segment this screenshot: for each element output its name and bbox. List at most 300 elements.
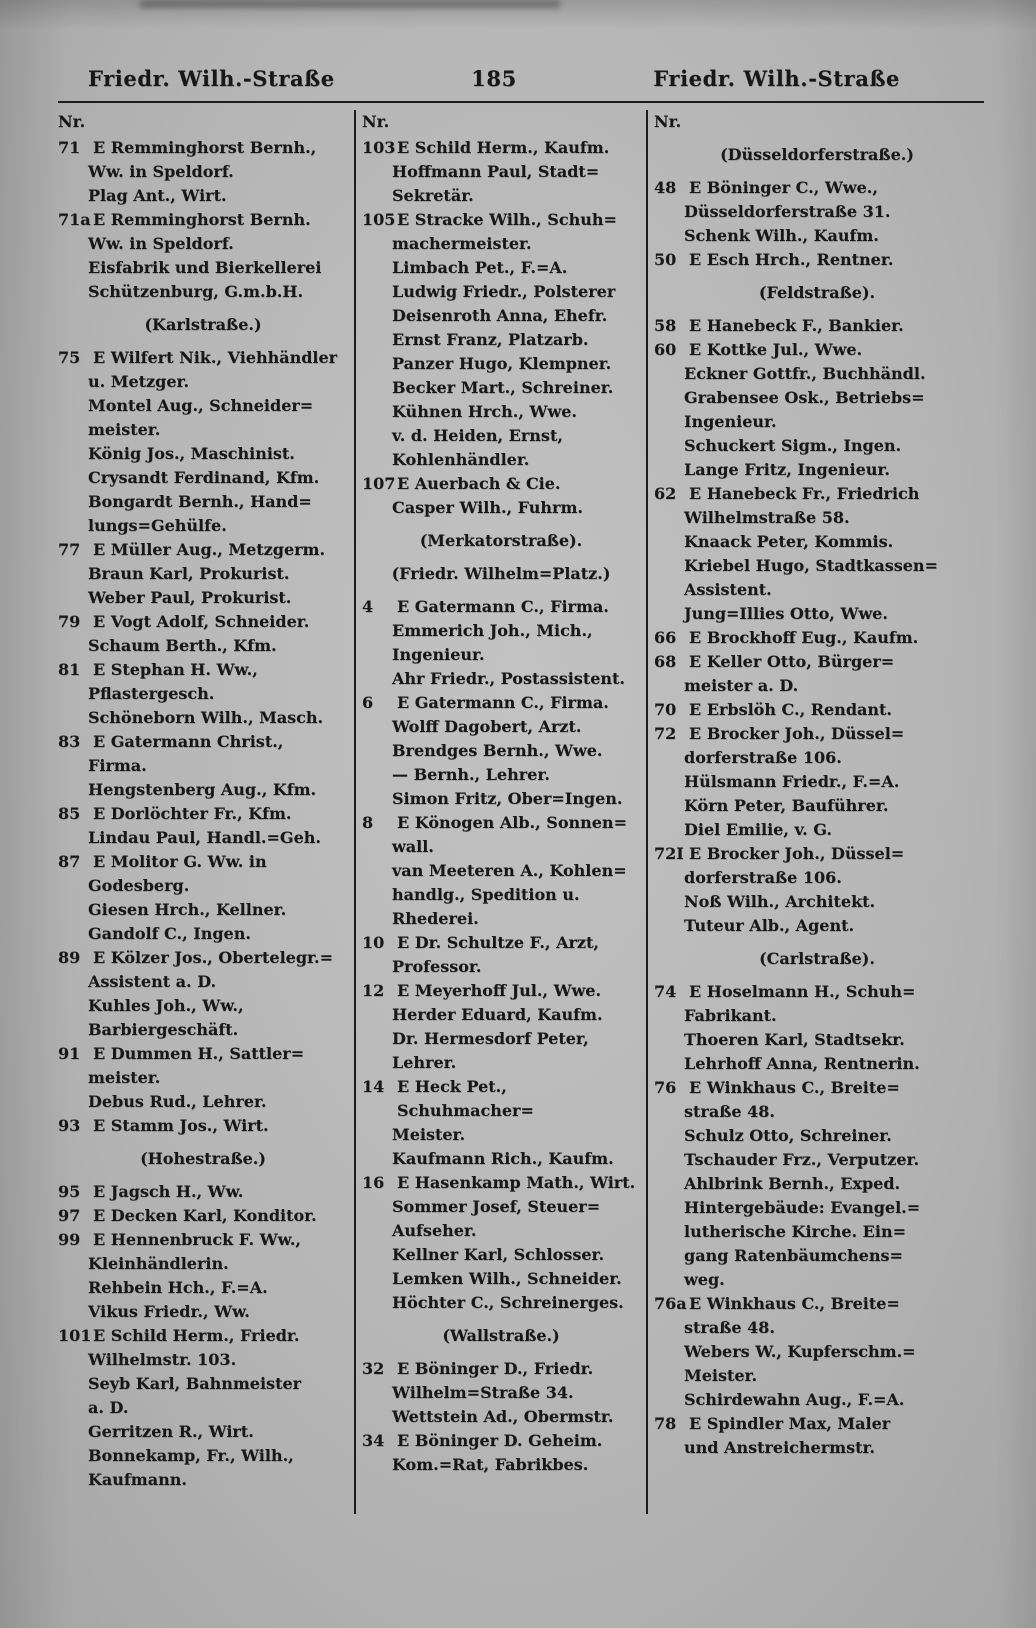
entry-text: Ahr Friedr., Postassistent. [392, 669, 625, 688]
directory-entry [362, 979, 640, 1075]
entry-first-line [362, 208, 640, 232]
house-number: 105 [362, 210, 396, 229]
entry-first-line [654, 698, 980, 722]
entry-first-line [654, 176, 980, 200]
entry-text: E Hennenbruck F. Ww., [93, 1230, 301, 1249]
house-number: 50 [654, 250, 677, 269]
entry-text: E Böninger C., Wwe., [689, 178, 878, 197]
directory-entry [58, 1042, 348, 1114]
header-rule [58, 101, 984, 103]
entry-text: E Meyerhoff Jul., Wwe. [397, 981, 602, 1000]
entry-text: E Gatermann C., Firma. [397, 597, 609, 616]
house-number: 79 [58, 612, 81, 631]
entry-text: Gandolf C., Ingen. [88, 924, 251, 943]
entry-text: Wilhelm=Straße 34. [392, 1383, 574, 1402]
entry-text: Kellner Karl, Schlosser. [392, 1245, 605, 1264]
entry-text: König Jos., Maschinist. [88, 444, 295, 463]
entry-first-line [58, 658, 348, 682]
directory-entry [654, 626, 980, 650]
entry-text: Lange Fritz, Ingenieur. [684, 460, 890, 479]
entry-text: E Remminghorst Bernh., [93, 138, 317, 157]
entry-text: Schaum Berth., Kfm. [88, 636, 277, 655]
directory-entry [362, 136, 640, 208]
directory-entry [58, 208, 348, 304]
entry-text: Ingenieur. [392, 645, 485, 664]
house-number: 60 [654, 340, 677, 359]
entry-first-line [58, 610, 348, 634]
directory-entry [654, 842, 980, 938]
directory-entry [362, 691, 640, 811]
entry-text: Tschauder Frz., Verputzer. [684, 1150, 920, 1169]
entry-text: v. d. Heiden, Ernst, [392, 426, 563, 445]
house-number: 74 [654, 982, 677, 1001]
entry-text: wall. [392, 837, 434, 856]
entry-text: weg. [684, 1270, 725, 1289]
entry-text: dorferstraße 106. [684, 868, 842, 887]
entry-text: E Hoselmann H., Schuh= [689, 982, 916, 1001]
entry-text: Lehrhoff Anna, Rentnerin. [684, 1054, 920, 1073]
entry-text: E Schild Herm., Kaufm. [397, 138, 610, 157]
entry-text: Ingenieur. [684, 412, 777, 431]
directory-entry [58, 538, 348, 610]
column-number-label: Nr. [654, 112, 682, 131]
entry-text: E Hasenkamp Math., Wirt. [397, 1173, 636, 1192]
entry-text: Ww. in Speldorf. [88, 162, 234, 181]
entry-text: E Kottke Jul., Wwe. [689, 340, 863, 359]
entry-text: Schützenburg, G.m.b.H. [88, 282, 304, 301]
entry-text: Schuckert Sigm., Ingen. [684, 436, 902, 455]
entry-text: Schulz Otto, Schreiner. [684, 1126, 892, 1145]
entry-text: E Wilfert Nik., Viehhändler [93, 348, 338, 367]
entry-text: E Dorlöchter Fr., Kfm. [93, 804, 292, 823]
entry-text: Brendges Bernh., Wwe. [392, 741, 603, 760]
entry-text: Bongardt Bernh., Hand= [88, 492, 312, 511]
entry-text: Crysandt Ferdinand, Kfm. [88, 468, 320, 487]
entry-text: Meister. [392, 1125, 466, 1144]
entry-first-line [58, 346, 348, 370]
entry-first-line [58, 1114, 348, 1138]
entry-text: Lemken Wilh., Schneider. [392, 1269, 622, 1288]
directory-entry [654, 176, 980, 248]
entry-text: E Brocker Joh., Düssel= [689, 724, 905, 743]
house-number: 58 [654, 316, 677, 335]
entry-text: Professor. [392, 957, 482, 976]
entry-text: E Böninger D. Geheim. [397, 1431, 603, 1450]
entry-first-line [654, 338, 980, 362]
directory-entry [58, 610, 348, 658]
house-number: 85 [58, 804, 81, 823]
entry-text: Godesberg. [88, 876, 190, 895]
entry-text: E Dummen H., Sattler= [93, 1044, 305, 1063]
house-number: 87 [58, 852, 81, 871]
entry-text: Schenk Wilh., Kaufm. [684, 226, 879, 245]
entry-text: lungs=Gehülfe. [88, 516, 227, 535]
directory-column [654, 110, 980, 1514]
entry-first-line [58, 208, 348, 232]
directory-entry [58, 1180, 348, 1204]
entry-first-line [654, 626, 980, 650]
entry-text: E Erbslöh C., Rendant. [689, 700, 892, 719]
entry-text: E Stamm Jos., Wirt. [93, 1116, 269, 1135]
entry-text: meister. [88, 1068, 161, 1087]
entry-first-line [654, 650, 980, 674]
entry-text: Wilhelmstraße 58. [684, 508, 850, 527]
entry-text: Herder Eduard, Kaufm. [392, 1005, 603, 1024]
entry-text: — Bernh., Lehrer. [392, 765, 550, 784]
entry-text: E Stephan H. Ww., [93, 660, 258, 679]
directory-entry [654, 248, 980, 272]
directory-entry [654, 1412, 980, 1460]
directory-entry [654, 1076, 980, 1292]
entry-first-line [654, 1412, 980, 1436]
entry-text: E Spindler Max, Maler [689, 1414, 891, 1433]
entry-text: Dr. Hermesdorf Peter, [392, 1029, 589, 1048]
entry-text: Kom.=Rat, Fabrikbes. [392, 1455, 589, 1474]
entry-text: Assistent. [684, 580, 772, 599]
entry-text: Düsseldorferstraße 31. [684, 202, 891, 221]
entry-text: van Meeteren A., Kohlen= [392, 861, 627, 880]
entry-text: E Esch Hrch., Rentner. [689, 250, 894, 269]
entry-text: E Dr. Schultze F., Arzt, [397, 933, 599, 952]
entry-text: Ahlbrink Bernh., Exped. [684, 1174, 901, 1193]
directory-columns [58, 110, 984, 1514]
entry-text: Lindau Paul, Handl.=Geh. [88, 828, 321, 847]
entry-text: Braun Karl, Prokurist. [88, 564, 290, 583]
entry-text: meister a. D. [684, 676, 799, 695]
header-street-right: Friedr. Wilh.-Straße [653, 66, 900, 91]
entry-text: Montel Aug., Schneider= [88, 396, 314, 415]
entry-text: Körn Peter, Bauführer. [684, 796, 889, 815]
entry-text: Ludwig Friedr., Polsterer [392, 282, 616, 301]
entry-text: Deisenroth Anna, Ehefr. [392, 306, 608, 325]
street-heading: (Carlstraße). [759, 949, 875, 968]
entry-text: meister. [88, 420, 161, 439]
street-heading: (Düsseldorferstraße.) [720, 145, 914, 164]
entry-first-line [362, 979, 640, 1003]
entry-text: Giesen Hrch., Kellner. [88, 900, 287, 919]
directory-entry [58, 802, 348, 850]
entry-first-line [654, 722, 980, 746]
entry-text: Rhederei. [392, 909, 479, 928]
house-number: 95 [58, 1182, 81, 1201]
house-number: 10 [362, 933, 385, 952]
entry-text: E Gatermann Christ., [93, 732, 284, 751]
house-number: 48 [654, 178, 677, 197]
house-number: 71 [58, 138, 81, 157]
entry-first-line [58, 730, 348, 754]
entry-text: Ernst Franz, Platzarb. [392, 330, 589, 349]
entry-text: Limbach Pet., F.=A. [392, 258, 568, 277]
entry-text: Webers W., Kupferschm.= [684, 1342, 916, 1361]
directory-entry [58, 730, 348, 802]
directory-entry [58, 1324, 348, 1492]
entry-text: u. Metzger. [88, 372, 190, 391]
entry-text: E Stracke Wilh., Schuh= [397, 210, 617, 229]
entry-first-line [654, 248, 980, 272]
entry-text: Emmerich Joh., Mich., [392, 621, 593, 640]
entry-text: Schöneborn Wilh., Masch. [88, 708, 324, 727]
entry-text: E Kölzer Jos., Obertelegr.= [93, 948, 333, 967]
directory-entry [654, 698, 980, 722]
directory-entry [654, 722, 980, 842]
entry-text: E Molitor G. Ww. in [93, 852, 267, 871]
entry-text: Thoeren Karl, Stadtsekr. [684, 1030, 905, 1049]
house-number: 76a [654, 1294, 687, 1313]
entry-text: Hintergebäude: Evangel.= [684, 1198, 921, 1217]
house-number: 103 [362, 138, 396, 157]
entry-text: E Schild Herm., Friedr. [93, 1326, 300, 1345]
entry-text: gang Ratenbäumchens= [684, 1246, 903, 1265]
column-number-label: Nr. [362, 112, 390, 131]
entry-text: Seyb Karl, Bahnmeister [88, 1374, 302, 1393]
entry-first-line [362, 1075, 640, 1123]
directory-entry [654, 338, 980, 482]
entry-text: Ww. in Speldorf. [88, 234, 234, 253]
house-number: 70 [654, 700, 677, 719]
entry-text: E Decken Karl, Konditor. [93, 1206, 317, 1225]
entry-text: E Müller Aug., Metzgerm. [93, 540, 326, 559]
entry-text: Sekretär. [392, 186, 474, 205]
house-number: 83 [58, 732, 81, 751]
house-number: 101 [58, 1326, 92, 1345]
house-number: 72I [654, 844, 684, 863]
entry-text: Aufseher. [392, 1221, 477, 1240]
directory-entry [362, 208, 640, 472]
entry-text: E Vogt Adolf, Schneider. [93, 612, 310, 631]
page-header [58, 66, 984, 91]
directory-entry [362, 811, 640, 931]
entry-first-line [654, 842, 980, 866]
entry-first-line [362, 1171, 640, 1195]
entry-first-line [362, 472, 640, 496]
house-number: 89 [58, 948, 81, 967]
directory-entry [58, 136, 348, 208]
entry-text: E Brockhoff Eug., Kaufm. [689, 628, 919, 647]
house-number: 6 [362, 693, 374, 712]
directory-entry [58, 658, 348, 730]
house-number: 97 [58, 1206, 81, 1225]
entry-first-line [362, 691, 640, 715]
house-number: 76 [654, 1078, 677, 1097]
entry-text: Kuhles Joh., Ww., [88, 996, 244, 1015]
directory-entry [654, 314, 980, 338]
entry-text: Sommer Josef, Steuer= [392, 1197, 601, 1216]
entry-text: Diel Emilie, v. G. [684, 820, 832, 839]
entry-text: Wolff Dagobert, Arzt. [392, 717, 582, 736]
directory-entry [362, 1171, 640, 1315]
directory-entry [362, 931, 640, 979]
directory-column [58, 110, 348, 1514]
entry-text: Panzer Hugo, Klempner. [392, 354, 612, 373]
house-number: 81 [58, 660, 81, 679]
entry-text: Kriebel Hugo, Stadtkassen= [684, 556, 938, 575]
column-divider [646, 110, 648, 1514]
entry-text: Weber Paul, Prokurist. [88, 588, 292, 607]
entry-text: Gerritzen R., Wirt. [88, 1422, 254, 1441]
entry-text: Assistent a. D. [88, 972, 217, 991]
entry-first-line [362, 595, 640, 619]
house-number: 68 [654, 652, 677, 671]
entry-first-line [58, 538, 348, 562]
entry-text: E Heck Pet., Schuhmacher= [397, 1077, 534, 1120]
entry-text: E Könogen Alb., Sonnen= [397, 813, 627, 832]
entry-text: Meister. [684, 1366, 758, 1385]
entry-text: Debus Rud., Lehrer. [88, 1092, 267, 1111]
header-street-left: Friedr. Wilh.-Straße [88, 66, 335, 91]
house-number: 4 [362, 597, 374, 616]
house-number: 32 [362, 1359, 385, 1378]
house-number: 62 [654, 484, 677, 503]
directory-entry [58, 1204, 348, 1228]
entry-first-line [362, 136, 640, 160]
column-divider [354, 110, 356, 1514]
entry-first-line [58, 1180, 348, 1204]
entry-first-line [58, 802, 348, 826]
entry-text: E Hanebeck Fr., Friedrich [689, 484, 920, 503]
street-heading: (Hohestraße.) [140, 1149, 266, 1168]
entry-text: straße 48. [684, 1102, 775, 1121]
entry-first-line [58, 1324, 348, 1348]
entry-text: Pflastergesch. [88, 684, 215, 703]
entry-first-line [58, 1228, 348, 1252]
entry-text: Kaufmann. [88, 1470, 187, 1489]
entry-text: Barbiergeschäft. [88, 1020, 239, 1039]
entry-first-line [58, 136, 348, 160]
entry-text: Schirdewahn Aug., F.=A. [684, 1390, 905, 1409]
directory-entry [362, 1357, 640, 1429]
street-heading: (Wallstraße.) [442, 1326, 560, 1345]
directory-entry [58, 1114, 348, 1138]
entry-text: Kleinhändlerin. [88, 1254, 229, 1273]
directory-column [362, 110, 640, 1514]
house-number: 77 [58, 540, 81, 559]
entry-first-line [58, 850, 348, 874]
entry-first-line [362, 1357, 640, 1381]
entry-text: E Winkhaus C., Breite= [689, 1078, 900, 1097]
house-number: 14 [362, 1077, 385, 1096]
entry-text: Hoffmann Paul, Stadt= [392, 162, 600, 181]
entry-first-line [654, 1292, 980, 1316]
directory-entry [58, 946, 348, 1042]
entry-text: Plag Ant., Wirt. [88, 186, 227, 205]
directory-entry [362, 472, 640, 520]
directory-entry [58, 346, 348, 538]
entry-first-line [362, 811, 640, 835]
directory-entry [362, 595, 640, 691]
entry-text: dorferstraße 106. [684, 748, 842, 767]
entry-text: Lehrer. [392, 1053, 457, 1072]
house-number: 66 [654, 628, 677, 647]
directory-entry [58, 850, 348, 946]
entry-first-line [362, 1429, 640, 1453]
entry-text: Kaufmann Rich., Kaufm. [392, 1149, 614, 1168]
entry-text: Eckner Gottfr., Buchhändl. [684, 364, 926, 383]
entry-text: a. D. [88, 1398, 129, 1417]
scan-artifact [140, 0, 560, 8]
entry-text: E Winkhaus C., Breite= [689, 1294, 900, 1313]
entry-text: Wilhelmstr. 103. [88, 1350, 237, 1369]
entry-first-line [654, 1076, 980, 1100]
entry-text: Grabensee Osk., Betriebs= [684, 388, 925, 407]
entry-text: E Keller Otto, Bürger= [689, 652, 895, 671]
entry-text: straße 48. [684, 1318, 775, 1337]
street-heading: (Karlstraße.) [144, 315, 262, 334]
house-number: 8 [362, 813, 374, 832]
entry-text: Rehbein Hch., F.=A. [88, 1278, 268, 1297]
entry-text: handlg., Spedition u. [392, 885, 580, 904]
directory-entry [654, 482, 980, 626]
house-number: 107 [362, 474, 396, 493]
house-number: 72 [654, 724, 677, 743]
street-heading: (Friedr. Wilhelm=Platz.) [391, 564, 611, 583]
entry-text: Hengstenberg Aug., Kfm. [88, 780, 317, 799]
entry-first-line [58, 1204, 348, 1228]
entry-text: E Jagsch H., Ww. [93, 1182, 244, 1201]
entry-text: E Gatermann C., Firma. [397, 693, 609, 712]
entry-text: Jung=Illies Otto, Wwe. [684, 604, 888, 623]
house-number: 75 [58, 348, 81, 367]
entry-text: Becker Mart., Schreiner. [392, 378, 614, 397]
entry-first-line [362, 931, 640, 955]
entry-first-line [654, 482, 980, 506]
entry-first-line [58, 1042, 348, 1066]
entry-text: Höchter C., Schreinerges. [392, 1293, 624, 1312]
entry-text: Knaack Peter, Kommis. [684, 532, 894, 551]
entry-text: und Anstreichermstr. [684, 1438, 875, 1457]
entry-text: Vikus Friedr., Ww. [88, 1302, 250, 1321]
entry-text: Wettstein Ad., Obermstr. [392, 1407, 614, 1426]
house-number: 91 [58, 1044, 81, 1063]
entry-text: lutherische Kirche. Ein= [684, 1222, 906, 1241]
entry-text: Kühnen Hrch., Wwe. [392, 402, 577, 421]
entry-text: Kohlenhändler. [392, 450, 530, 469]
entry-text: E Brocker Joh., Düssel= [689, 844, 905, 863]
street-heading: (Feldstraße). [758, 283, 876, 302]
house-number: 93 [58, 1116, 81, 1135]
directory-entry [654, 650, 980, 698]
house-number: 78 [654, 1414, 677, 1433]
entry-text: Casper Wilh., Fuhrm. [392, 498, 583, 517]
directory-entry [654, 980, 980, 1076]
directory-entry [362, 1429, 640, 1477]
house-number: 71a [58, 210, 91, 229]
street-heading: (Merkatorstraße). [419, 531, 583, 550]
directory-entry [654, 1292, 980, 1412]
entry-text: Fabrikant. [684, 1006, 777, 1025]
entry-text: E Remminghorst Bernh. [93, 210, 311, 229]
entry-text: Tuteur Alb., Agent. [684, 916, 855, 935]
house-number: 99 [58, 1230, 81, 1249]
entry-text: Eisfabrik und Bierkellerei [88, 258, 322, 277]
entry-text: Noß Wilh., Architekt. [684, 892, 876, 911]
entry-text: E Böninger D., Friedr. [397, 1359, 594, 1378]
entry-text: E Auerbach & Cie. [397, 474, 561, 493]
entry-first-line [58, 946, 348, 970]
house-number: 12 [362, 981, 385, 1000]
entry-text: Bonnekamp, Fr., Wilh., [88, 1446, 294, 1465]
entry-first-line [654, 980, 980, 1004]
entry-text: machermeister. [392, 234, 532, 253]
entry-first-line [654, 314, 980, 338]
page-number: 185 [471, 66, 517, 91]
column-number-label: Nr. [58, 112, 86, 131]
house-number: 34 [362, 1431, 385, 1450]
entry-text: Simon Fritz, Ober=Ingen. [392, 789, 623, 808]
house-number: 16 [362, 1173, 385, 1192]
directory-entry [362, 1075, 640, 1171]
directory-entry [58, 1228, 348, 1324]
entry-text: E Hanebeck F., Bankier. [689, 316, 904, 335]
